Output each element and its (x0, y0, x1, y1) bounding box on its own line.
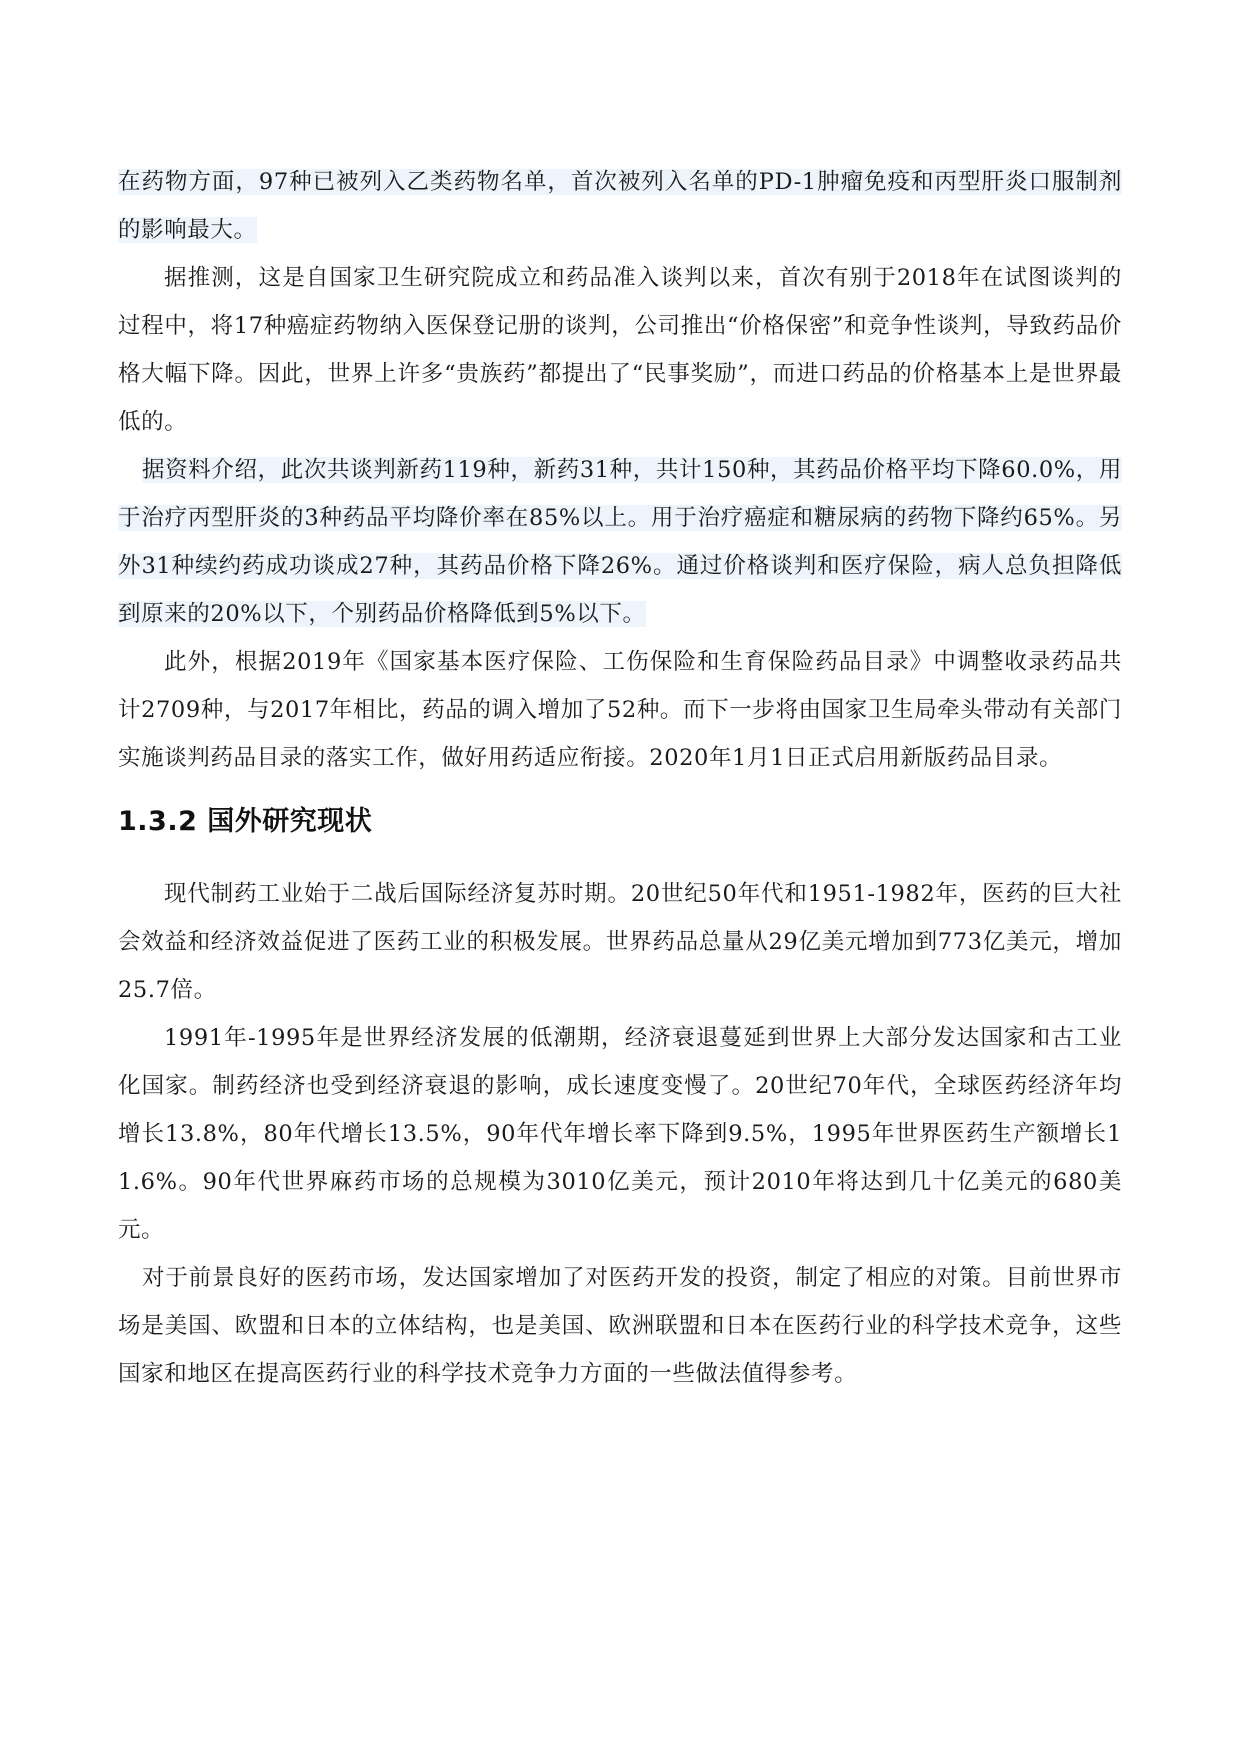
paragraph-drug-list (118, 158, 1122, 254)
paragraph-market-outlook (118, 1254, 1122, 1398)
section-heading: 1.3.2 国外研究现状 (118, 806, 373, 837)
paragraph-drug-catalog-text: 此外，根据2019年《国家基本医疗保险、工伤保险和生育保险药品目录》中调整收录药品共计2709种，与2017年相比，药品的调入增加了52种。而下一步将由国家卫生局牵头带动有关部门实施谈判药品目录的落实工作，做好用药适应衔接。2020年1月1日正式启用新版药品目录。 (118, 649, 1122, 771)
paragraph-market-outlook-text: 对于前景良好的医药市场，发达国家增加了对医药开发的投资，制定了相应的对策。目前世界市场是美国、欧盟和日本的立体结构，也是美国、欧洲联盟和日本在医药行业的科学技术竞争，这些国家和地区在提高医药行业的科学技术竞争力方面的一些做法值得参考。 (118, 1265, 1122, 1387)
paragraph-recession-text: 1991年-1995年是世界经济发展的低潮期，经济衰退蔓延到世界上大部分发达国家和古工业化国家。制药经济也受到经济衰退的影响，成长速度变慢了。20世纪70年代，全球医药经济年均增长13.8%，80年代增长13.5%，90年代年增长率下降到9.5%，1995年世界医药生产额增长11.6%。90年代世界麻药市场的总规模为3010亿美元，预计2010年将达到几十亿美元的680美元。 (118, 1025, 1122, 1243)
paragraph-price-reduction (118, 446, 1122, 638)
page-body (118, 158, 1122, 1398)
paragraph-negotiation-text: 据推测，这是自国家卫生研究院成立和药品准入谈判以来，首次有别于2018年在试图谈判的过程中，将17种癌症药物纳入医保登记册的谈判，公司推出“价格保密”和竞争性谈判，导致药品价格大幅下降。因此，世界上许多“贵族药”都提出了“民事奖励”，而进口药品的价格基本上是世界最低的。 (118, 265, 1122, 435)
paragraph-recession (118, 1014, 1122, 1254)
paragraph-price-reduction-text: 据资料介绍，此次共谈判新药119种，新药31种，共计150种，其药品价格平均下降60.0%，用于治疗丙型肝炎的3种药品平均降价率在85%以上。用于治疗癌症和糖尿病的药物下降约65%。另外31种续约药成功谈成27种，其药品价格下降26%。通过价格谈判和医疗保险，病人总负担降低到原来的20%以下，个别药品价格降低到5%以下。 (118, 457, 1122, 627)
paragraph-negotiation (118, 254, 1122, 446)
paragraph-pharma-history (118, 870, 1122, 1014)
paragraph-drug-catalog (118, 638, 1122, 782)
paragraph-pharma-history-text: 现代制药工业始于二战后国际经济复苏时期。20世纪50年代和1951-1982年，医药的巨大社会效益和经济效益促进了医药工业的积极发展。世界药品总量从29亿美元增加到773亿美元，增加25.7倍。 (118, 881, 1122, 1003)
paragraph-drug-list-text: 在药物方面，97种已被列入乙类药物名单，首次被列入名单的PD-1肿瘤免疫和丙型肝炎口服制剂的影响最大。 (118, 169, 1122, 243)
